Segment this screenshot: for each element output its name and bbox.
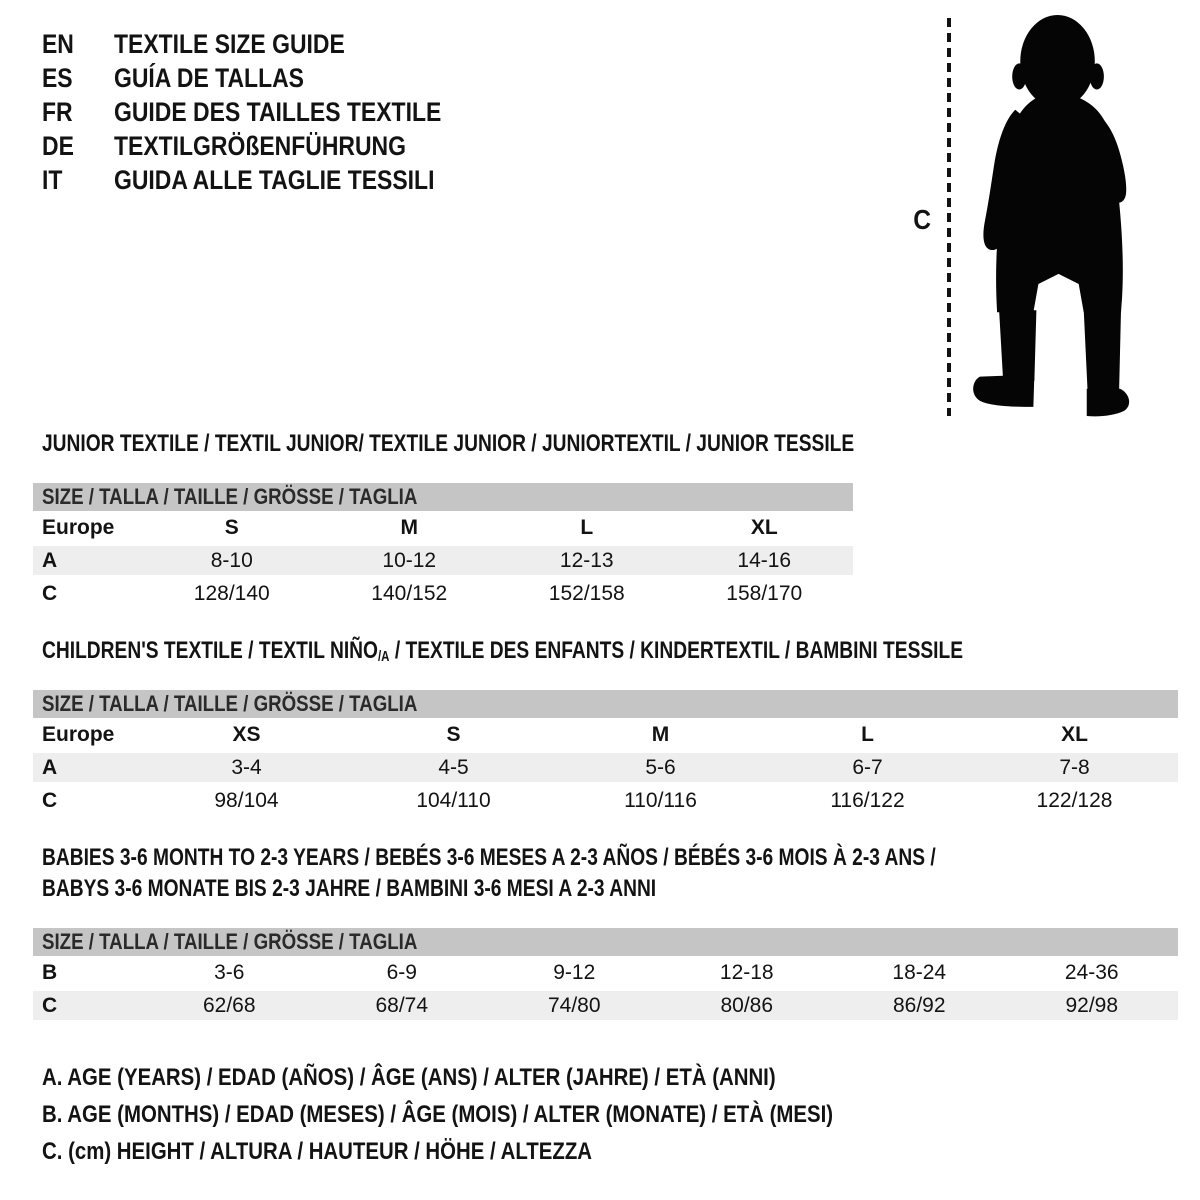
size-cell: M [651,722,670,746]
language-row-it [42,163,499,197]
language-code [42,29,114,60]
junior-size-table [33,483,853,610]
value-cell: 74/80 [547,993,601,1017]
language-title: GUIDE DES TAILLES TEXTILE [114,96,442,127]
legend-height-cm [42,1138,689,1166]
size-cell: L [580,515,594,539]
value-cell: 18-24 [892,960,947,984]
table-row-age [33,751,1178,784]
language-code [42,63,114,94]
value-cell: 98/104 [214,788,279,812]
value-cell: 5-6 [645,755,676,779]
language-title: GUÍA DE TALLAS [114,62,304,93]
language-title: TEXTILE SIZE GUIDE [114,28,345,59]
language-code-text: FR [42,96,73,127]
legend-height-cm-text: C. (cm) HEIGHT / ALTURA / HAUTEUR / HÖHE / ALTEZZA [42,1138,593,1165]
size-header-row [33,928,1178,956]
children-size-table [33,690,1178,817]
value-cell: 158/170 [726,581,803,605]
value-cell: 12-13 [559,548,614,572]
language-title-list [42,27,499,197]
table-row-height [33,784,1178,817]
value-cell: 12-18 [719,960,774,984]
value-cell: 3-4 [231,755,262,779]
value-cell: 104/110 [416,788,491,812]
value-cell: 152/158 [548,581,625,605]
language-row-de [42,129,499,163]
value-cell: 80/86 [720,993,774,1017]
language-row-en [42,27,499,61]
size-cell: S [446,722,461,746]
size-header-row [33,483,853,511]
language-code [42,97,114,128]
size-cell: L [861,722,874,746]
value-cell: 128/140 [193,581,270,605]
height-measure-label [912,204,932,236]
size-cell: XS [232,722,261,746]
size-cell: S [224,515,239,539]
size-header-label: SIZE / TALLA / TAILLE / GRÖSSE / TAGLIA [42,484,418,509]
size-cell: M [400,515,418,539]
babies-section-title-line2 [42,875,810,902]
table-row-age [33,544,853,577]
legend-age-months-text: B. AGE (MONTHS) / EDAD (MESES) / ÂGE (MOIS) / ALTER (MONATE) / ETÀ (MESI) [42,1101,834,1128]
row-label: Europe [42,515,115,539]
value-cell: 68/74 [375,993,429,1017]
babies-section-title-line1 [42,844,1159,871]
babies-title-line2-text: BABYS 3-6 MONATE BIS 2-3 JAHRE / BAMBINI 3-6 MESI A 2-3 ANNI [42,875,657,902]
row-label: A [42,548,58,572]
legend-age-months [42,1101,973,1129]
row-label: C [42,993,58,1017]
value-cell: 116/122 [830,788,905,812]
size-header-label: SIZE / TALLA / TAILLE / GRÖSSE / TAGLIA [42,929,418,954]
legend-age-years [42,1064,905,1092]
row-label: Europe [42,722,115,746]
table-row-europe [33,718,1178,751]
row-label: B [42,960,58,984]
value-cell: 6-7 [852,755,883,779]
value-cell: 10-12 [382,548,437,572]
language-code [42,165,114,196]
row-label: A [42,755,58,779]
legend-age-years-text: A. AGE (YEARS) / EDAD (AÑOS) / ÂGE (ANS) / ALTER (JAHRE) / ETÀ (ANNI) [42,1064,776,1091]
children-title-sub: /A [377,648,390,665]
value-cell: 4-5 [438,755,469,779]
value-cell: 14-16 [737,548,792,572]
row-label: C [42,788,58,812]
children-section-title-text [42,637,963,668]
value-cell: 6-9 [386,960,417,984]
row-label: C [42,581,58,605]
babies-size-table [33,928,1178,1022]
value-cell: 3-6 [214,960,245,984]
size-cell: XL [750,515,778,539]
language-row-fr [42,95,499,129]
height-measure-label-text: C [913,204,932,235]
value-cell: 8-10 [210,548,253,572]
table-row-months [33,956,1178,989]
language-code-text: DE [42,130,74,161]
size-cell: XL [1061,722,1088,746]
value-cell: 140/152 [371,581,448,605]
language-code [42,131,114,162]
language-code-text: IT [42,164,63,195]
children-title-main: CHILDREN'S TEXTILE / TEXTIL NIÑO [42,637,378,664]
value-cell: 122/128 [1036,788,1113,812]
language-code-text: ES [42,62,73,93]
value-cell: 86/92 [892,993,946,1017]
toddler-silhouette-icon [968,14,1136,420]
language-row-es [42,61,499,95]
table-row-europe [33,511,853,544]
junior-section-title-text: JUNIOR TEXTILE / TEXTIL JUNIOR/ TEXTILE JUNIOR / JUNIORTEXTIL / JUNIOR TESSILE [42,430,855,457]
table-row-height [33,577,853,610]
value-cell: 7-8 [1059,755,1090,779]
language-title: GUIDA ALLE TAGLIE TESSILI [114,164,435,195]
children-section-title [42,637,1193,668]
children-title-rest: / TEXTILE DES ENFANTS / KINDERTEXTIL / BAMBINI TESSILE [389,637,964,664]
value-cell: 24-36 [1064,960,1119,984]
language-title: TEXTILGRÖßENFÜHRUNG [114,130,406,161]
value-cell: 62/68 [202,993,256,1017]
value-cell: 9-12 [553,960,596,984]
babies-title-line1-text: BABIES 3-6 MONTH TO 2-3 YEARS / BEBÉS 3-6 MESES A 2-3 AÑOS / BÉBÉS 3-6 MOIS À 2-3 ANS / [42,844,936,871]
table-row-height [33,989,1178,1022]
language-code-text: EN [42,28,74,59]
size-header-row [33,690,1178,718]
value-cell: 92/98 [1065,993,1119,1017]
value-cell: 110/116 [624,788,697,812]
size-header-label: SIZE / TALLA / TAILLE / GRÖSSE / TAGLIA [42,691,418,716]
junior-section-title [42,430,1057,457]
height-measure-dashed-line [947,18,951,416]
